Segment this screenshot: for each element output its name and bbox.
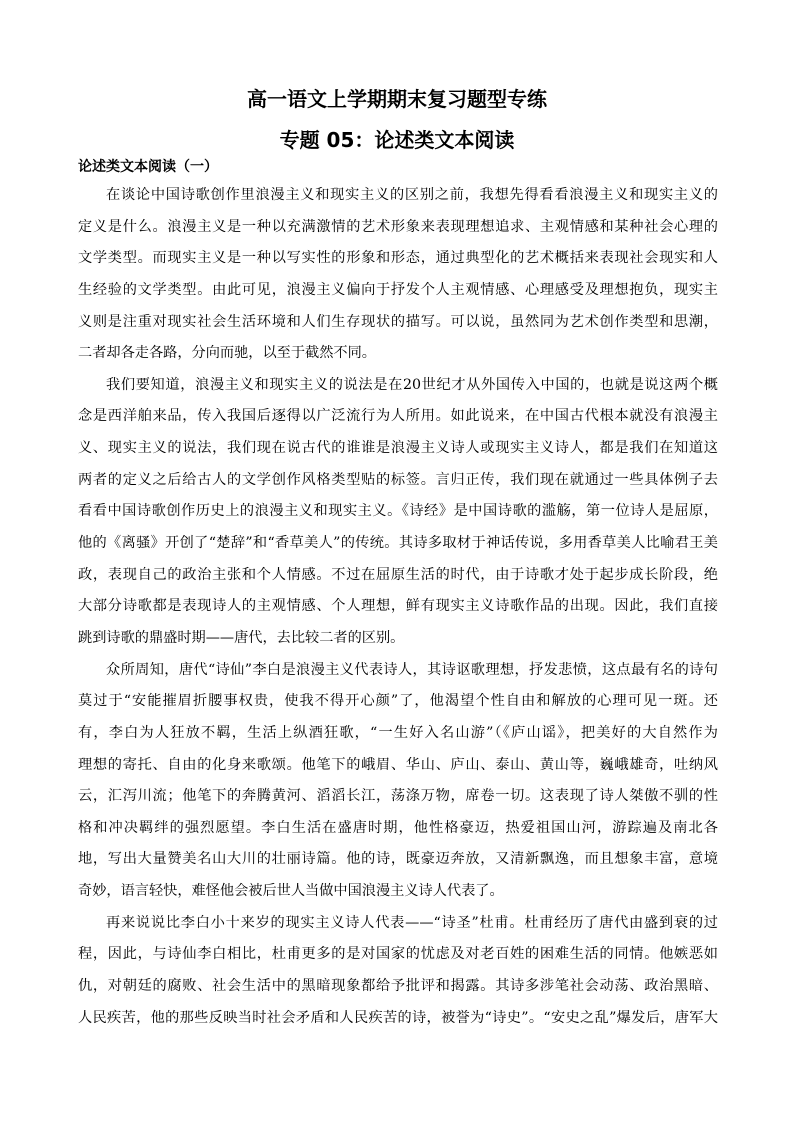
text-line: 地，写出大量赞美名山大川的壮丽诗篇。他的诗，既豪迈奔放，又清新飘逸，而且想象丰富，意境	[78, 851, 718, 868]
text-line: 莫过于“安能摧眉折腰事权贵，使我不得开心颜”了，他渴望个性自由和解放的心理可见一斑。还	[78, 693, 718, 710]
text-line: 生经验的文学类型。由此可见，浪漫主义偏向于抒发个人主观情感、心理感受及理想抱负，现实主	[78, 281, 718, 298]
text-line: 义、现实主义的说法，我们现在说古代的谁谁是浪漫主义诗人或现实主义诗人，都是我们在知道这	[78, 440, 718, 457]
text-line: 我们要知道，浪漫主义和现实主义的说法是在20世纪才从外国传入中国的，也就是说这两个概	[106, 376, 718, 393]
text-line: 再来说说比李白小十来岁的现实主义诗人代表——“诗圣”杜甫。杜甫经历了唐代由盛到衰的过	[106, 914, 718, 931]
text-line: 二者却各走各路，分向而驰，以至于截然不同。	[78, 345, 376, 362]
text-line: 他的《离骚》开创了“楚辞”和“香草美人”的传统。其诗多取材于神话传说，多用香草美人比喻君王美	[78, 535, 718, 552]
text-line: 云，汇泻川流；他笔下的奔腾黄河、滔滔长江，荡涤万物，席卷一切。这表现了诗人桀傲不驯的性	[78, 788, 718, 805]
text-line: 有，李白为人狂放不羁，生活上纵酒狂歌，“一生好入名山游”（《庐山谣》，把美好的大自然作为	[78, 724, 718, 741]
text-line: 文学类型。而现实主义是一种以写实性的形象和形态，通过典型化的艺术概括来表现社会现实和人	[78, 250, 718, 267]
text-line: 格和冲决羁绊的强烈愿望。李白生活在盛唐时期，他性格豪迈，热爱祖国山河，游踪遍及南北各	[78, 819, 718, 836]
text-line: 义则是注重对现实社会生活环境和人们生存现状的描写。可以说，虽然同为艺术创作类型和思潮，	[78, 313, 718, 330]
article-body	[78, 180, 718, 1034]
text-line: 理想的寄托、自由的化身来歌颂。他笔下的峨眉、华山、庐山、泰山、黄山等，巍峨雄奇，吐纳风	[78, 756, 718, 773]
text-line: 程，因此，与诗仙李白相比，杜甫更多的是对国家的忧虑及对老百姓的困难生活的同情。他嫉恶如	[78, 946, 718, 963]
text-line: 人民疾苦，他的那些反映当时社会矛盾和人民疾苦的诗，被誉为“诗史”。“安史之乱”爆发后，唐军大	[78, 1009, 718, 1026]
section-heading: 论述类文本阅读（一）	[78, 159, 218, 175]
text-line: 仇，对朝廷的腐败、社会生活中的黑暗现象都给予批评和揭露。其诗多涉笔社会动荡、政治黑暗、	[78, 978, 718, 995]
text-line: 奇妙，语言轻快，难怪他会被后世人当做中国浪漫主义诗人代表了。	[78, 883, 504, 900]
page-subtitle: 专题 05：论述类文本阅读	[279, 128, 515, 152]
text-line: 在谈论中国诗歌创作里浪漫主义和现实主义的区别之前，我想先得看看浪漫主义和现实主义的	[106, 187, 718, 203]
text-line: 众所周知，唐代“诗仙”李白是浪漫主义代表诗人，其诗讴歌理想，抒发悲愤，这点最有名的诗句	[106, 661, 718, 678]
page-title: 高一语文上学期期末复习题型专练	[247, 87, 547, 111]
text-line: 政，表现自己的政治主张和个人情感。不过在屈原生活的时代，由于诗歌才处于起步成长阶段，绝	[78, 566, 718, 583]
text-line: 跳到诗歌的鼎盛时期——唐代，去比较二者的区别。	[78, 629, 405, 646]
text-line: 看看中国诗歌创作历史上的浪漫主义和现实主义。《诗经》是中国诗歌的滥觞，第一位诗人是屈原，	[78, 503, 718, 520]
text-line: 定义是什么。浪漫主义是一种以充满激情的艺术形象来表现理想追求、主观情感和某种社会心理的	[78, 218, 718, 235]
text-line: 念是西洋舶来品，传入我国后逐得以广泛流行为人所用。如此说来，在中国古代根本就没有浪漫主	[78, 408, 718, 425]
text-line: 大部分诗歌都是表现诗人的主观情感、个人理想，鲜有现实主义诗歌作品的出现。因此，我们直接	[78, 598, 718, 615]
text-line: 两者的定义之后给古人的文学创作风格类型贴的标签。言归正传，我们现在就通过一些具体例子去	[78, 471, 718, 488]
